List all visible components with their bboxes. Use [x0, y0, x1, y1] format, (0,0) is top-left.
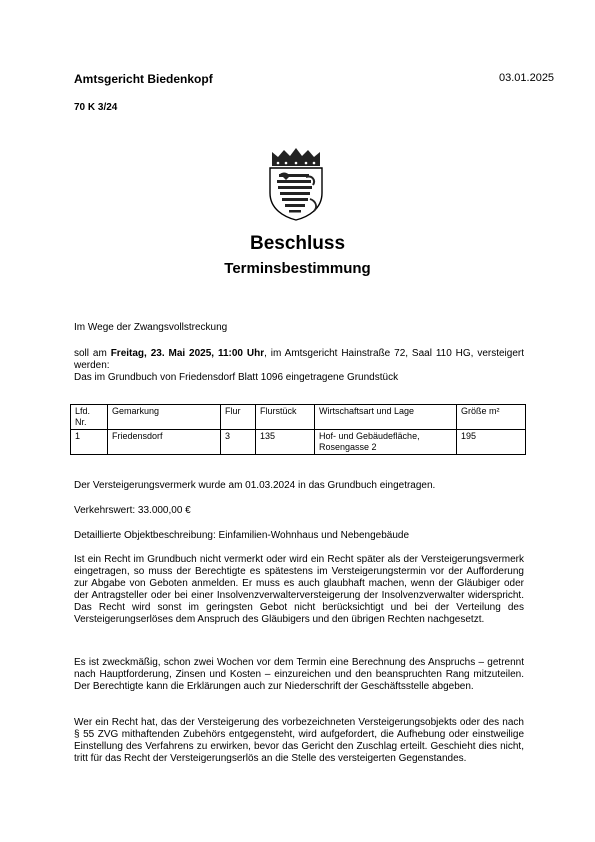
object-description: Detaillierte Objektbeschreibung: Einfamilien-Wohnhaus und Nebengebäude	[74, 530, 410, 541]
col-header-flur: Flur	[221, 405, 256, 430]
intro-text: Im Wege der Zwangsvollstreckung	[74, 322, 228, 333]
document-title: Beschluss	[249, 233, 346, 254]
land-register-text: Das im Grundbuch von Friedensdorf Blatt 1096 eingetragene Grundstück	[74, 372, 399, 383]
registration-note: Der Versteigerungsvermerk wurde am 01.03.2024 in das Grundbuch eingetragen.	[74, 480, 436, 491]
auction-announcement	[74, 348, 524, 372]
objection-paragraph: Wer ein Recht hat, das der Versteigerung des vorbezeichneten Versteigerungsobjekts oder des nach § 55 ZVG mithaftenden Zubehörs entgegensteht, wird aufgefordert, die Aufhebung oder einstweilige Einstellung des Verfahrens zu erwirken, bevor das Gericht den Zuschlag erteilt. Geschieht dies nicht, tritt für das Recht der Versteigerungserlös an die Stelle des versteigerten Gegenstandes.	[74, 717, 524, 764]
cell-parcel: 135	[256, 430, 315, 455]
col-header-parcel: Flurstück	[256, 405, 315, 430]
document-subtitle: Terminsbestimmung	[224, 260, 371, 277]
table-header-row	[71, 405, 526, 430]
col-header-number: Lfd. Nr.	[71, 405, 108, 430]
auction-prefix: soll am	[74, 348, 111, 359]
col-header-usage-location: Wirtschaftsart und Lage	[315, 405, 457, 430]
hessen-coat-of-arms-icon	[266, 147, 326, 221]
cell-flur: 3	[221, 430, 256, 455]
cell-size: 195	[457, 430, 526, 455]
claim-advice-paragraph: Es ist zweckmäßig, schon zwei Wochen vor dem Termin eine Berechnung des Anspruchs – getrennt nach Hauptforderung, Zinsen und Kosten – einzureichen und den beanspruchten Rang mitzuteilen. Der Berechtigte kann die Erklärungen auch zur Niederschrift der Geschäftsstelle abgeben.	[74, 657, 524, 692]
document-date: 03.01.2025	[499, 72, 555, 84]
cell-number: 1	[71, 430, 108, 455]
col-header-size: Größe m²	[457, 405, 526, 430]
property-table	[70, 404, 526, 455]
table-row	[71, 430, 526, 455]
market-value: Verkehrswert: 33.000,00 €	[74, 505, 191, 516]
col-header-district: Gemarkung	[108, 405, 221, 430]
auction-location: , im Amtsgericht Hainstraße 72, Saal 110 HG, versteigert werden:	[74, 348, 525, 371]
docket-number: 70 K 3/24	[74, 102, 118, 113]
cell-district: Friedensdorf	[108, 430, 221, 455]
cell-usage-location: Hof- und Gebäudefläche, Rosengasse 2	[315, 430, 457, 455]
rights-notice-paragraph: Ist ein Recht im Grundbuch nicht vermerkt oder wird ein Recht später als der Versteigerungsvermerk eingetragen, so muss der Berechtigte es spätestens im Versteigerungstermin vor der Aufforderung zur Abgabe von Geboten anmelden. Er muss es auch glaubhaft machen, wenn der Gläubiger oder der Antragsteller oder bei einer Insolvenzverwalterversteigerung der Insolvenzverwalter widerspricht. Das Recht wird sonst im geringsten Gebot nicht berücksichtigt und bei der Verteilung des Versteigerungserlöses dem Anspruch des Gläubigers und den übrigen Rechten nachgesetzt.	[74, 554, 524, 625]
auction-date-time: Freitag, 23. Mai 2025, 11:00 Uhr	[110, 348, 265, 359]
court-name: Amtsgericht Biedenkopf	[74, 72, 213, 86]
